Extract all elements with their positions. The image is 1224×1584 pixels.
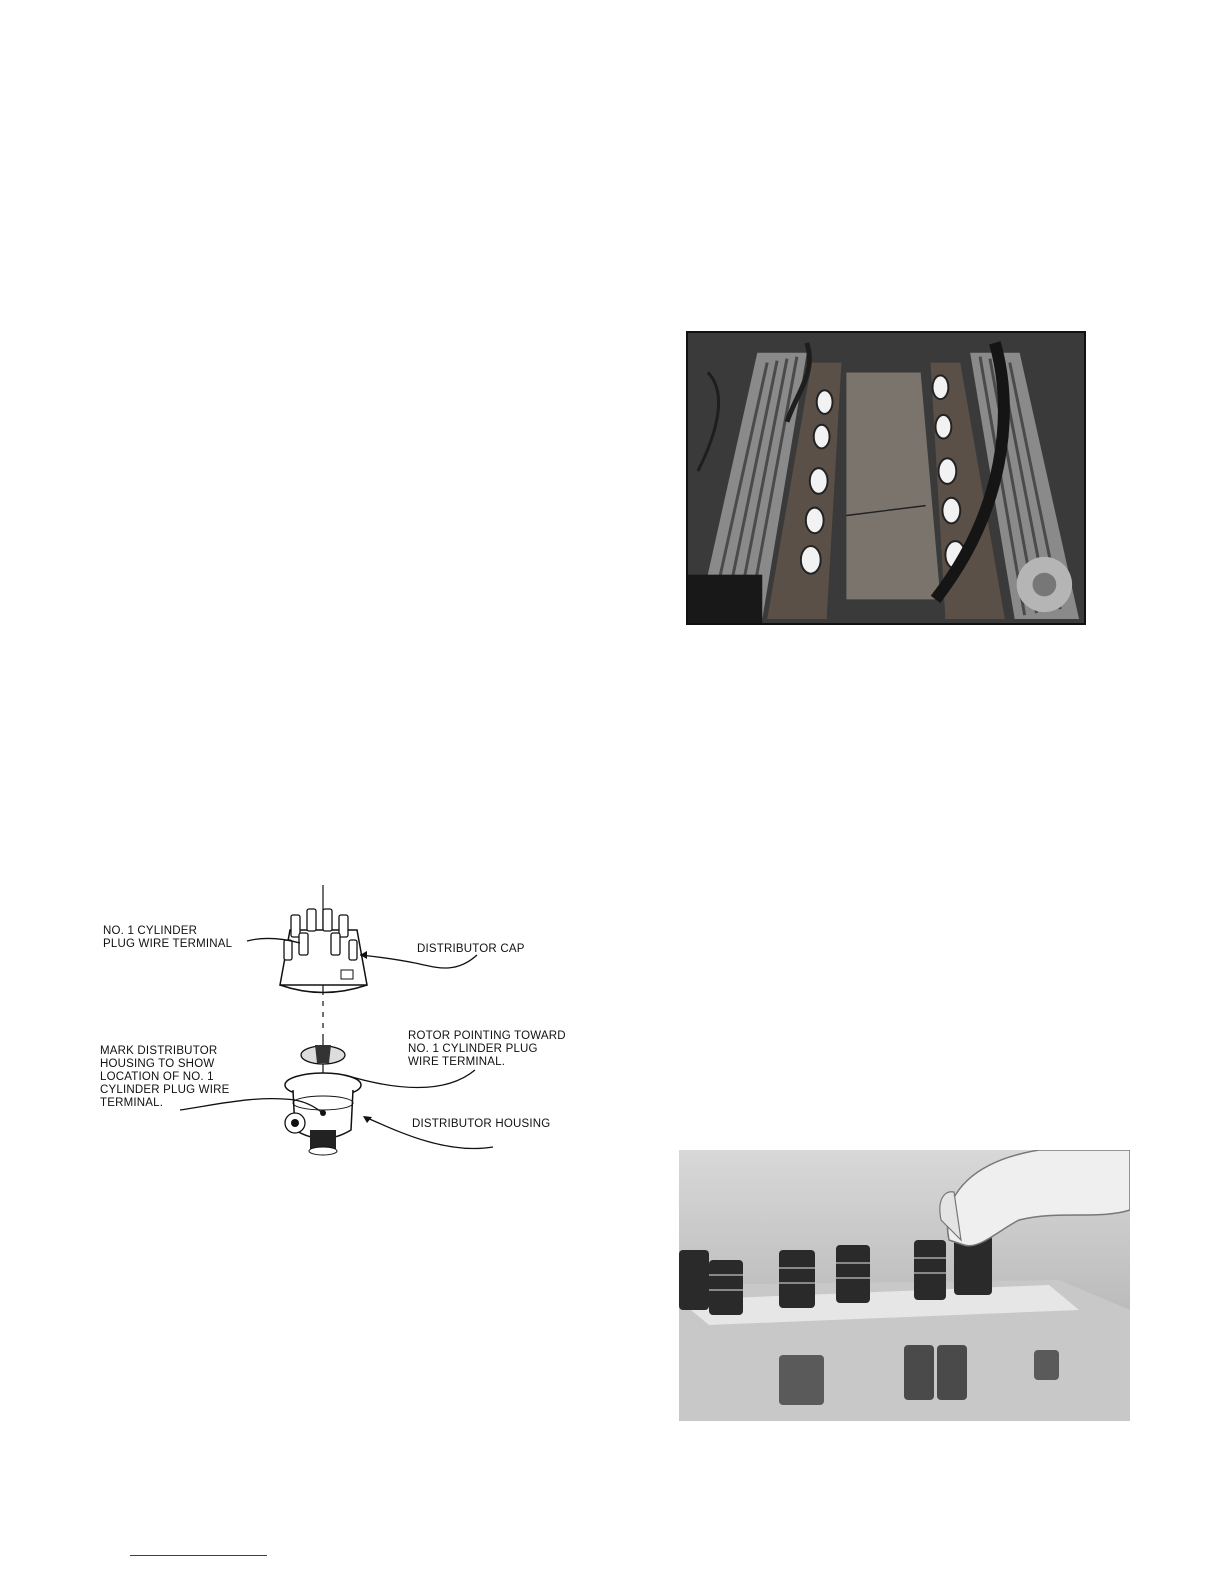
distributor-diagram — [95, 885, 595, 1165]
callout-rotor-pointing: ROTOR POINTING TOWARD NO. 1 CYLINDER PLUG WIRE TERMINAL. — [408, 1030, 566, 1068]
footer-rule — [130, 1555, 267, 1556]
callout-no1-terminal: NO. 1 CYLINDER PLUG WIRE TERMINAL — [103, 925, 233, 950]
cylinder-head-photo — [679, 1150, 1130, 1421]
callout-distributor-housing: DISTRIBUTOR HOUSING — [412, 1118, 551, 1130]
cylinder-head-illustration — [679, 1150, 1130, 1421]
callout-mark-housing: MARK DISTRIBUTOR HOUSING TO SHOW LOCATION OF NO. 1 CYLINDER PLUG WIRE TERMINAL. — [100, 1045, 230, 1109]
callout-distributor-cap: DISTRIBUTOR CAP — [417, 943, 525, 955]
engine-valley-illustration — [688, 333, 1084, 623]
engine-valley-photo — [686, 331, 1086, 625]
